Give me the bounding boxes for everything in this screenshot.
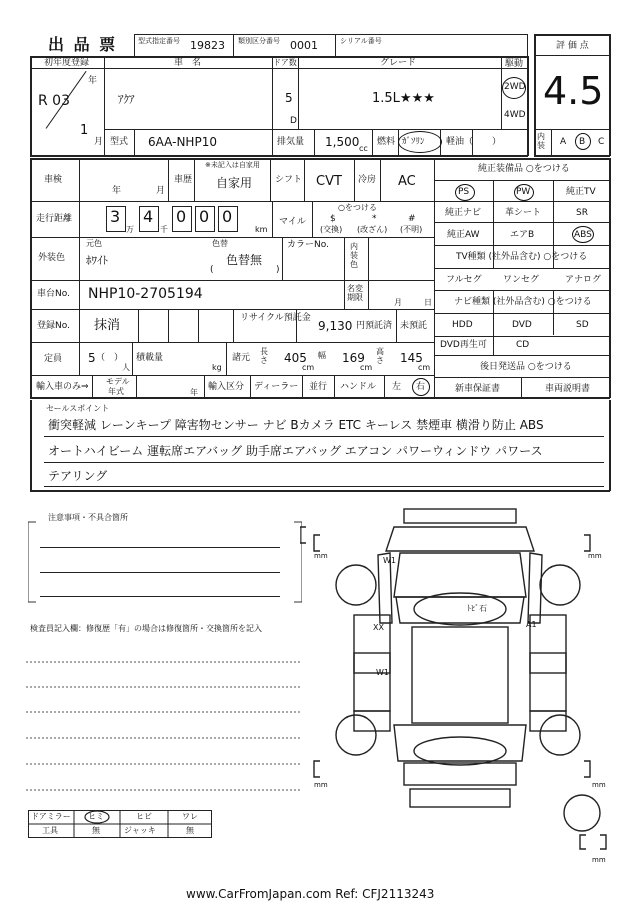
displacement-label: 排気量	[277, 137, 305, 147]
model-year-label-1: モデル	[106, 377, 130, 386]
damage-xx: XX	[373, 623, 384, 632]
meter-tamper-label: (改ざん)	[357, 225, 388, 234]
mileage-unit: km	[255, 225, 268, 234]
mileage-digit-4: 0	[199, 207, 210, 226]
tools-label: 工具	[42, 826, 58, 835]
capacity-value: 5	[88, 351, 96, 365]
car-name-label: 車 名	[174, 58, 202, 68]
navi-dvd: DVD	[512, 320, 532, 330]
car-diagram	[300, 505, 620, 865]
mileage-sen: 千	[160, 225, 168, 234]
equip-ps: PS	[458, 187, 470, 197]
named-day: 日	[424, 298, 432, 307]
equip-airbag: エアB	[510, 230, 535, 240]
reg-year-suffix: 年	[88, 76, 98, 86]
hgt-label: 高さ	[376, 347, 384, 365]
equip-sr: SR	[576, 208, 588, 218]
meter-note: ○をつける	[338, 203, 377, 212]
len-label: 長さ	[260, 347, 268, 365]
meter-unknown: #	[408, 214, 416, 224]
handle-right: 右	[416, 382, 426, 392]
import-type-label: 輸入区分	[208, 382, 245, 392]
orig-color-value: ﾎﾜｲﾄ	[86, 254, 108, 267]
delivery-title: 後日発送品 ○をつける	[480, 362, 572, 372]
jack-label: ジャッキ	[124, 826, 156, 835]
recycle-deposited: 円預託済	[356, 321, 393, 331]
model-cert-label: 型式指定番号	[138, 37, 180, 45]
recycle-value: 9,130	[318, 319, 353, 333]
delivery-manual: 車両説明書	[545, 384, 591, 394]
model-year-suffix: 年	[190, 388, 198, 397]
serial-label: シリアル番号	[340, 37, 382, 45]
shift-value: CVT	[316, 174, 342, 189]
delivery-warranty: 新車保証書	[455, 384, 501, 394]
mileage-digit-2: 4	[143, 207, 154, 226]
tv-analog: アナログ	[565, 275, 602, 285]
meter-tamper: *	[372, 214, 377, 224]
category-value: 0001	[290, 39, 318, 52]
displacement-unit: cc	[359, 144, 368, 153]
model-year-label-2: 年式	[108, 387, 124, 396]
import-only-label: 輸入車のみ⇒	[36, 382, 89, 392]
tv-fullseg: フルセグ	[446, 275, 482, 285]
len-unit: cm	[302, 363, 315, 372]
tv-oneseg: ワンセグ	[503, 275, 540, 285]
model-cert-value: 19823	[190, 39, 225, 52]
hgt-unit: cm	[418, 363, 431, 372]
load-label: 積載量	[136, 353, 164, 363]
doors-value: 5	[285, 91, 293, 105]
handle-left: 左	[392, 382, 402, 392]
interior-color-label: 内装色	[350, 242, 358, 270]
category-label: 類別区分番号	[238, 37, 280, 45]
grade-label: グレード	[380, 58, 417, 68]
damage-a1: A1	[526, 620, 537, 629]
dealer-label: ディーラー	[254, 382, 299, 392]
interior-b: B	[579, 137, 586, 147]
recycle-label: リサイクル預託金	[240, 313, 311, 323]
unregistered-note: ※未記入は自家用	[205, 161, 260, 169]
drive-2wd: 2WD	[504, 82, 526, 92]
navi-hdd: HDD	[452, 320, 473, 330]
tv-title: TV種類 (社外品含む) ○をつける	[456, 252, 588, 262]
equip-leather: 革シート	[505, 208, 542, 218]
inspector-label: 検査員記入欄：修復歴「有」の場合は修復箇所・交換箇所を記入	[30, 624, 262, 633]
defects-box	[28, 520, 302, 604]
mm-rear-left: mm	[314, 781, 328, 789]
rating-label: 評 価 点	[556, 41, 589, 51]
repaint-value: 色替無	[226, 253, 263, 267]
drive-label: 駆動	[505, 59, 524, 69]
jack-value: 無	[186, 826, 194, 835]
wid-label: 幅	[318, 351, 326, 360]
mileage-label: 走行距離	[36, 214, 73, 224]
sales-label: セールスポイント	[46, 404, 110, 413]
meter-unknown-label: (不明)	[400, 225, 423, 234]
reg-month-value: 1	[80, 123, 89, 138]
ac-value: AC	[398, 174, 416, 189]
mm-spare: mm	[592, 856, 606, 864]
type-value: 6AA-NHP10	[148, 135, 217, 149]
inspection-month: 月	[156, 186, 166, 196]
wid-value: 169	[342, 351, 365, 365]
meter-swap-label: (交換)	[320, 225, 343, 234]
capacity-unit: 人	[122, 363, 130, 372]
history-label: 車歴	[174, 175, 193, 185]
equip-pw: PW	[516, 187, 531, 197]
damage-w1-side: W1	[376, 668, 389, 677]
ware-label: ワレ	[182, 812, 198, 821]
defects-label: 注意事項・不具合箇所	[48, 513, 128, 522]
repaint-label: 色替	[212, 239, 228, 248]
capacity-paren: （ ）	[96, 353, 124, 363]
interior-label: 内装	[537, 132, 545, 150]
doors-type: D	[290, 116, 297, 126]
car-name-value: ｱｸｱ	[118, 93, 135, 106]
sales-line-3: テアリング	[48, 469, 108, 483]
chassis-value: NHP10-2705194	[88, 286, 203, 302]
recycle-undeposited: 未預託	[400, 321, 428, 331]
orig-color-label: 元色	[86, 239, 102, 248]
equip-abs: ABS	[574, 230, 592, 240]
sales-line-2: オートハイビーム 運転席エアバッグ 助手席エアバッグ エアコン パワーウィンドウ パワース	[48, 444, 543, 458]
interior-a: A	[560, 137, 567, 147]
equip-navi: 純正ナビ	[445, 208, 482, 218]
grade-value: 1.5L★★★	[372, 91, 435, 106]
parallel-label: 並行	[309, 382, 328, 392]
mileage-man: 万	[126, 225, 134, 234]
interior-c: C	[598, 137, 605, 147]
inspection-year: 年	[112, 186, 122, 196]
hgt-value: 145	[400, 351, 423, 365]
damage-w1-front: W1	[383, 556, 396, 565]
first-reg-label: 初年度登録	[44, 58, 90, 68]
named-period-label: 名変期限	[347, 284, 363, 303]
wid-unit: cm	[360, 363, 373, 372]
mileage-digit-1: 3	[110, 207, 121, 226]
equip-aw: 純正AW	[447, 230, 480, 240]
color-label: 外装色	[38, 253, 66, 263]
mileage-digit-5: 0	[222, 207, 233, 226]
inspection-label: 車検	[44, 175, 63, 185]
inspector-lines	[26, 660, 300, 800]
dims-label: 諸元	[232, 353, 251, 363]
color-no-label: カラーNo.	[287, 240, 329, 250]
mm-front-right: mm	[588, 552, 602, 560]
fuel-light: 軽油（	[446, 137, 474, 147]
mile-label: マイル	[279, 217, 306, 227]
navi-title: ナビ種類 (社外品含む) ○をつける	[454, 297, 592, 307]
handle-label: ハンドル	[340, 382, 377, 392]
rating-value: 4.5	[543, 69, 604, 113]
sheet-title: 出 品 票	[48, 35, 118, 54]
capacity-label: 定員	[44, 354, 63, 364]
navi-dvd-play: DVD再生可	[440, 340, 487, 350]
mileage-digit-3: 0	[176, 207, 187, 226]
shift-label: シフト	[275, 175, 303, 185]
door-mirror-label: ドアミラー	[31, 812, 71, 821]
fuel-value: ｶﾞｿﾘﾝ	[402, 137, 425, 147]
sales-line-1: 衝突軽減 レーンキープ 障害物センサー ナビ Bカメラ ETC キーレス 禁煙車 横滑り防止 ABS	[48, 418, 544, 432]
load-unit: kg	[212, 363, 222, 372]
navi-sd: SD	[576, 320, 589, 330]
fuel-label: 燃料	[377, 137, 396, 147]
mm-front-left: mm	[314, 552, 328, 560]
mm-rear-right: mm	[592, 781, 606, 789]
reg-month-suffix: 月	[94, 137, 104, 147]
type-label: 型式	[110, 137, 129, 147]
len-value: 405	[284, 351, 307, 365]
fuel-close: ）	[492, 137, 502, 147]
named-month: 月	[394, 298, 402, 307]
chassis-label: 車台No.	[37, 289, 70, 299]
reg-year-era: R 03	[38, 93, 70, 109]
ac-label: 冷房	[358, 175, 377, 185]
regno-value: 抹消	[94, 318, 121, 333]
equip-tv: 純正TV	[566, 187, 596, 197]
tools-value: 無	[92, 826, 100, 835]
regno-label: 登録No.	[37, 321, 70, 331]
damage-windshield: ﾄﾋﾞ石	[467, 604, 487, 613]
std-equip-title: 純正装備品 ○をつける	[478, 164, 570, 174]
footer-watermark: www.CarFromJapan.com Ref: CFJ2113243	[186, 887, 435, 901]
door-mirror-value: ヒミ	[88, 812, 104, 821]
doors-label: ドア数	[273, 58, 297, 67]
displacement-value: 1,500	[325, 135, 360, 149]
hibi-label: ヒビ	[136, 812, 152, 821]
history-value: 自家用	[216, 176, 253, 190]
navi-cd: CD	[516, 340, 530, 350]
meter-swap: $	[330, 214, 336, 224]
drive-4wd: 4WD	[504, 110, 526, 120]
